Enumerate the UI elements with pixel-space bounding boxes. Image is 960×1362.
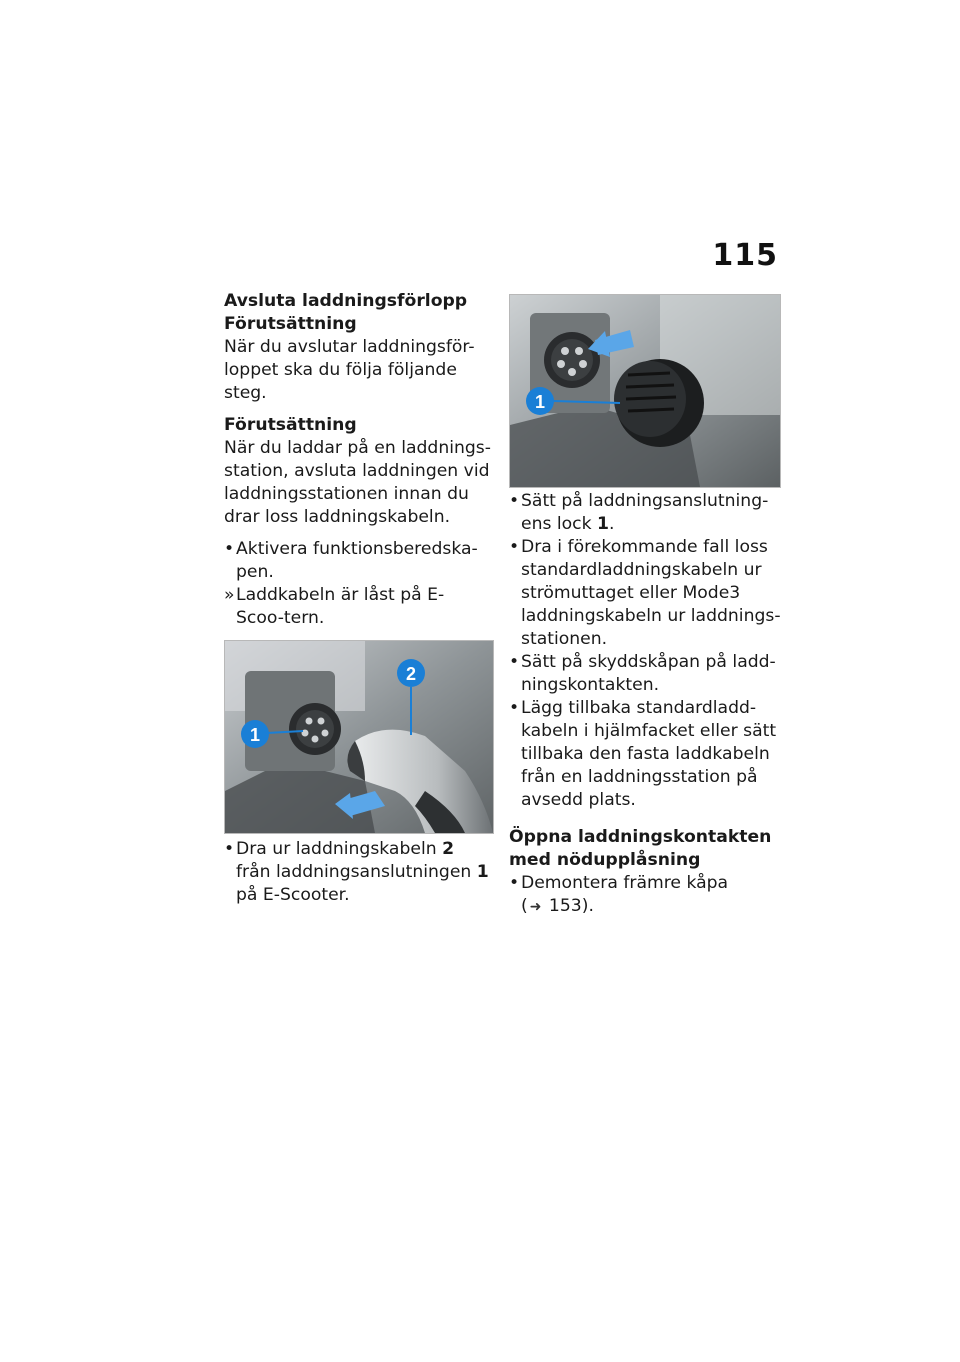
step-list bbox=[224, 838, 492, 907]
bullet-icon: • bbox=[509, 537, 520, 557]
step-list bbox=[509, 490, 781, 812]
reference-number: 1 bbox=[476, 862, 489, 882]
list-item bbox=[509, 536, 781, 651]
step-text-part: från laddningsanslutningen bbox=[236, 862, 477, 882]
charging-plug-figure bbox=[224, 640, 494, 834]
step-text: Dra i förekommande fall loss standardladdningskabeln ur strömuttaget eller Mode3 laddningskabeln ur laddnings-stationen. bbox=[521, 537, 781, 649]
bullet-icon: • bbox=[224, 839, 235, 859]
callout-label: 2 bbox=[405, 664, 417, 684]
list-item bbox=[509, 651, 781, 697]
step-text bbox=[236, 839, 489, 905]
step-text: Demontera främre kåpa bbox=[521, 873, 729, 893]
page-reference-number: 153 bbox=[548, 896, 582, 916]
prerequisite-text: När du avslutar laddningsför-loppet ska du följa följande steg. bbox=[224, 337, 475, 403]
socket-cover-figure bbox=[509, 294, 781, 488]
section-title: Öppna laddningskontakten med nödupplåsning bbox=[509, 827, 772, 870]
socket-cover-illustration bbox=[510, 295, 780, 487]
bullet-icon: • bbox=[509, 491, 520, 511]
prerequisite-heading: Förutsättning bbox=[224, 314, 357, 334]
callout-label: 1 bbox=[249, 725, 261, 745]
step-text-part: Dra ur laddningskabeln bbox=[236, 839, 443, 859]
step-text: Lägg tillbaka standardladd-kabeln i hjälmfacket eller sätt tillbaka den fasta laddkabeln från en laddningsstation på avsedd plats. bbox=[521, 698, 777, 810]
list-item bbox=[224, 584, 492, 630]
result-arrow-icon: » bbox=[224, 585, 235, 605]
step-text-part: ). bbox=[581, 896, 594, 916]
step-text bbox=[521, 491, 768, 534]
step-list bbox=[509, 872, 781, 919]
bullet-icon: • bbox=[509, 873, 520, 893]
bullet-icon: • bbox=[509, 698, 520, 718]
list-item bbox=[509, 490, 781, 536]
list-item bbox=[224, 838, 492, 907]
bullet-icon: • bbox=[509, 652, 520, 672]
list-item bbox=[509, 872, 781, 919]
step-list bbox=[224, 538, 492, 630]
charging-plug-illustration bbox=[225, 641, 493, 833]
left-column-continued bbox=[224, 838, 492, 916]
prerequisite-heading: Förutsättning bbox=[224, 415, 357, 435]
page-reference[interactable]: ( ➜ 153). bbox=[521, 896, 594, 916]
step-text: Sätt på skyddskåpan på ladd-ningskontakten. bbox=[521, 652, 776, 695]
list-item bbox=[509, 697, 781, 812]
page-number: 115 bbox=[712, 238, 778, 273]
result-text: Laddkabeln är låst på E-Scoo-tern. bbox=[236, 585, 445, 628]
reference-number: 2 bbox=[442, 839, 455, 859]
left-column bbox=[224, 290, 492, 639]
reference-number: 1 bbox=[597, 514, 610, 534]
step-text: Aktivera funktionsberedska-pen. bbox=[236, 539, 478, 582]
step-text-part: Sätt på laddningsanslutning-ens lock bbox=[521, 491, 769, 534]
callout-label: 1 bbox=[534, 392, 546, 412]
step-text-part: på E-Scooter. bbox=[236, 885, 350, 905]
bullet-icon: • bbox=[224, 539, 235, 559]
prerequisite-text: När du laddar på en laddnings-station, avsluta laddningen vid laddningsstationen innan du drar loss laddningskabeln. bbox=[224, 438, 491, 527]
step-text-part: . bbox=[609, 514, 615, 534]
right-column bbox=[509, 490, 781, 928]
page-reference-arrow-icon: ➜ bbox=[529, 899, 542, 915]
section-title: Avsluta laddningsförlopp bbox=[224, 291, 468, 311]
list-item bbox=[224, 538, 492, 584]
